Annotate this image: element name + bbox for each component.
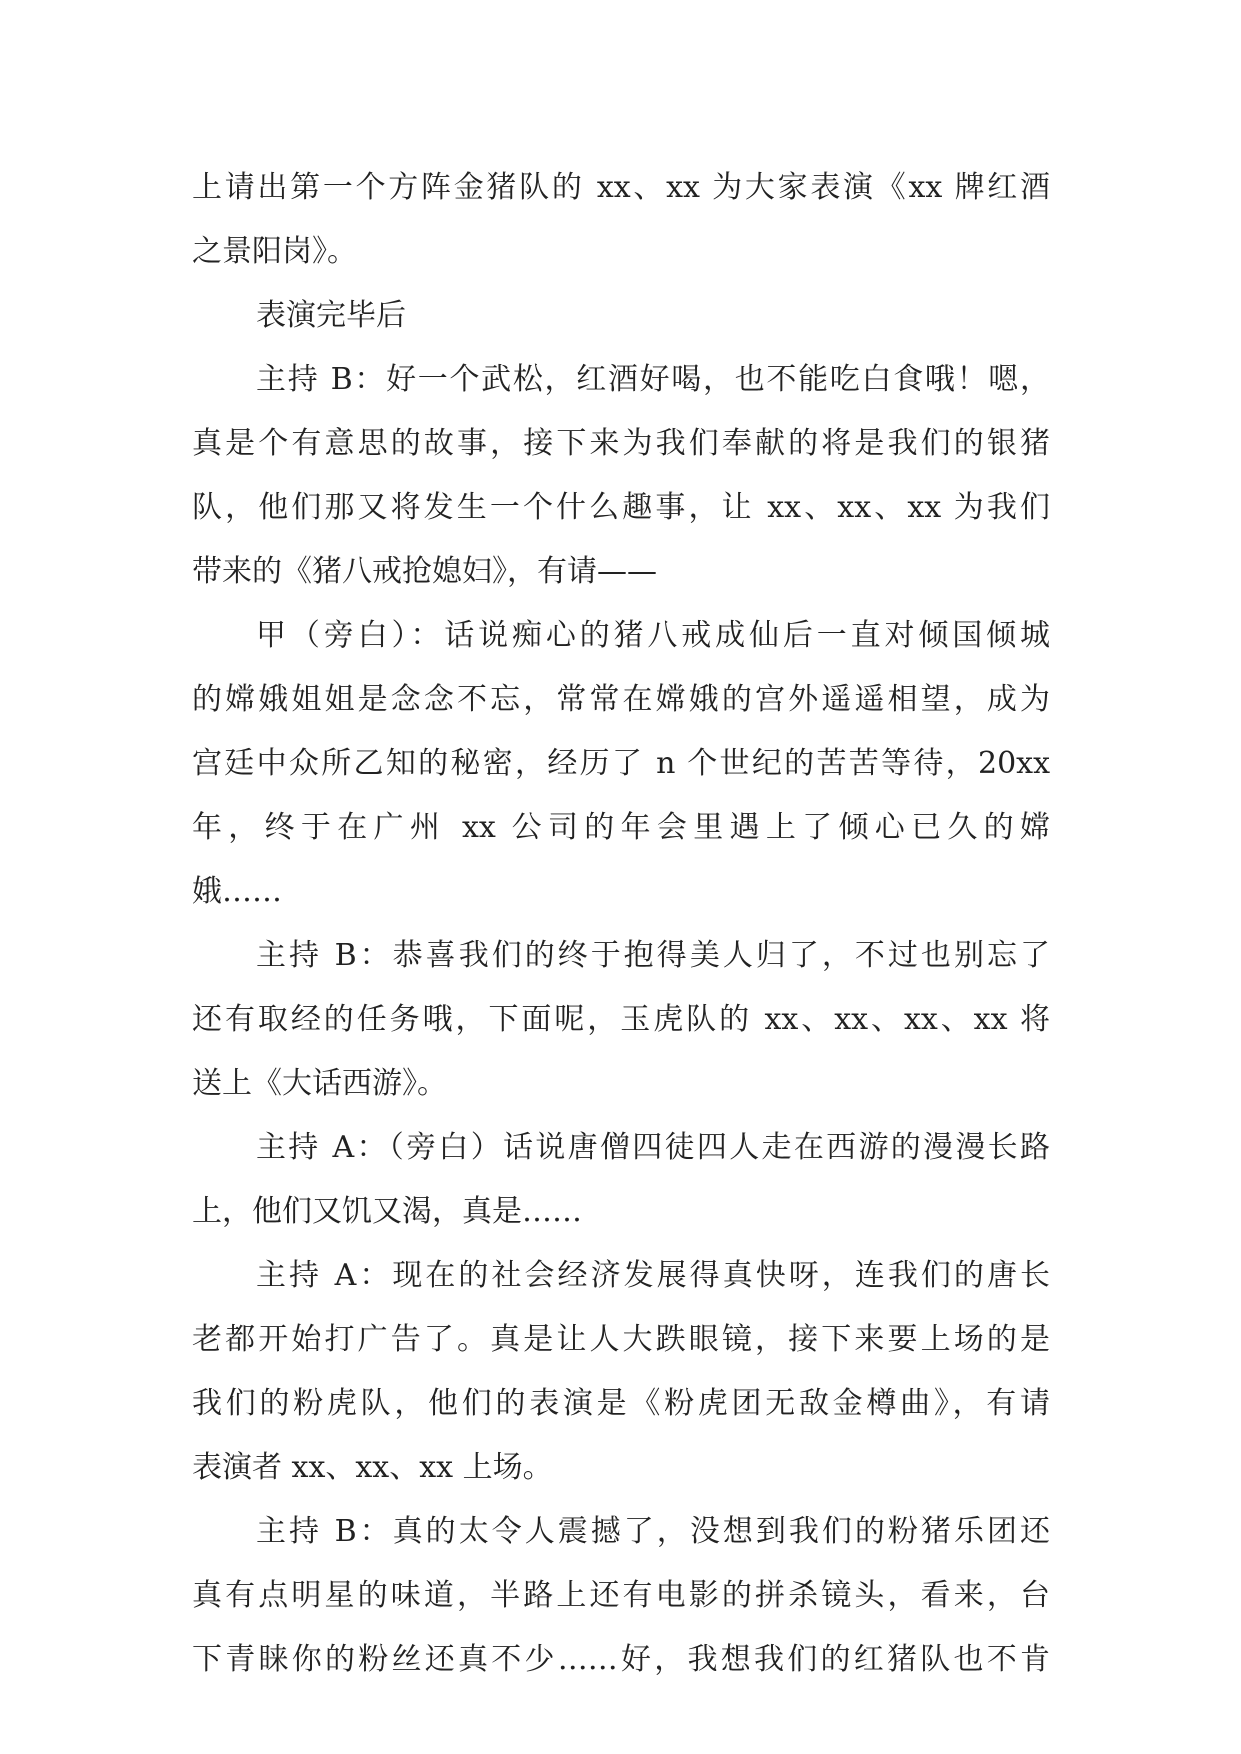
text-line: 送上《大话西游》。: [192, 1066, 447, 1101]
text-line: 娥……: [192, 874, 282, 909]
text-line: 甲（旁白）：话说痴心的猪八戒成仙后一直对倾国倾城: [256, 618, 1050, 653]
text-line: 主持 B：真的太令人震撼了，没想到我们的粉猪乐团还: [256, 1514, 1050, 1549]
text-line: 还有取经的任务哦，下面呢，玉虎队的 xx、xx、xx、xx 将: [192, 1002, 1050, 1037]
document-body: [192, 156, 1050, 1692]
text-line: 主持 B：好一个武松，红酒好喝，也不能吃白食哦！嗯，: [256, 362, 1050, 397]
text-line: 真是个有意思的故事，接下来为我们奉献的将是我们的银猪: [192, 426, 1050, 461]
text-line: 表演完毕后: [256, 298, 406, 333]
text-line: 队，他们那又将发生一个什么趣事，让 xx、xx、xx 为我们: [192, 490, 1050, 525]
text-line: 主持 A：现在的社会经济发展得真快呀，连我们的唐长: [256, 1258, 1050, 1293]
text-line: 真有点明星的味道，半路上还有电影的拼杀镜头，看来，台: [192, 1578, 1050, 1613]
text-line: 我们的粉虎队，他们的表演是《粉虎团无敌金樽曲》，有请: [192, 1386, 1050, 1421]
text-line: 下青睐你的粉丝还真不少……好，我想我们的红猪队也不肯: [192, 1642, 1050, 1677]
text-line: 主持 B：恭喜我们的终于抱得美人归了，不过也别忘了: [256, 938, 1050, 973]
text-line: 的嫦娥姐姐是念念不忘，常常在嫦娥的宫外遥遥相望，成为: [192, 682, 1050, 717]
text-line: 上，他们又饥又渴，真是……: [192, 1194, 582, 1229]
text-line: 宫廷中众所乙知的秘密，经历了 n 个世纪的苦苦等待，20xx: [192, 746, 1050, 781]
text-line: 之景阳岗》。: [192, 234, 357, 269]
text-line: 主持 A：（旁白）话说唐僧四徒四人走在西游的漫漫长路: [256, 1130, 1050, 1165]
text-line: 带来的《猪八戒抢媳妇》，有请——: [192, 554, 657, 589]
text-line: 上请出第一个方阵金猪队的 xx、xx 为大家表演《xx 牌红酒: [192, 170, 1050, 205]
text-line: 年，终于在广州 xx 公司的年会里遇上了倾心已久的嫦: [192, 810, 1050, 845]
text-line: 表演者 xx、xx、xx 上场。: [192, 1450, 553, 1485]
text-line: 老都开始打广告了。真是让人大跌眼镜，接下来要上场的是: [192, 1322, 1050, 1357]
